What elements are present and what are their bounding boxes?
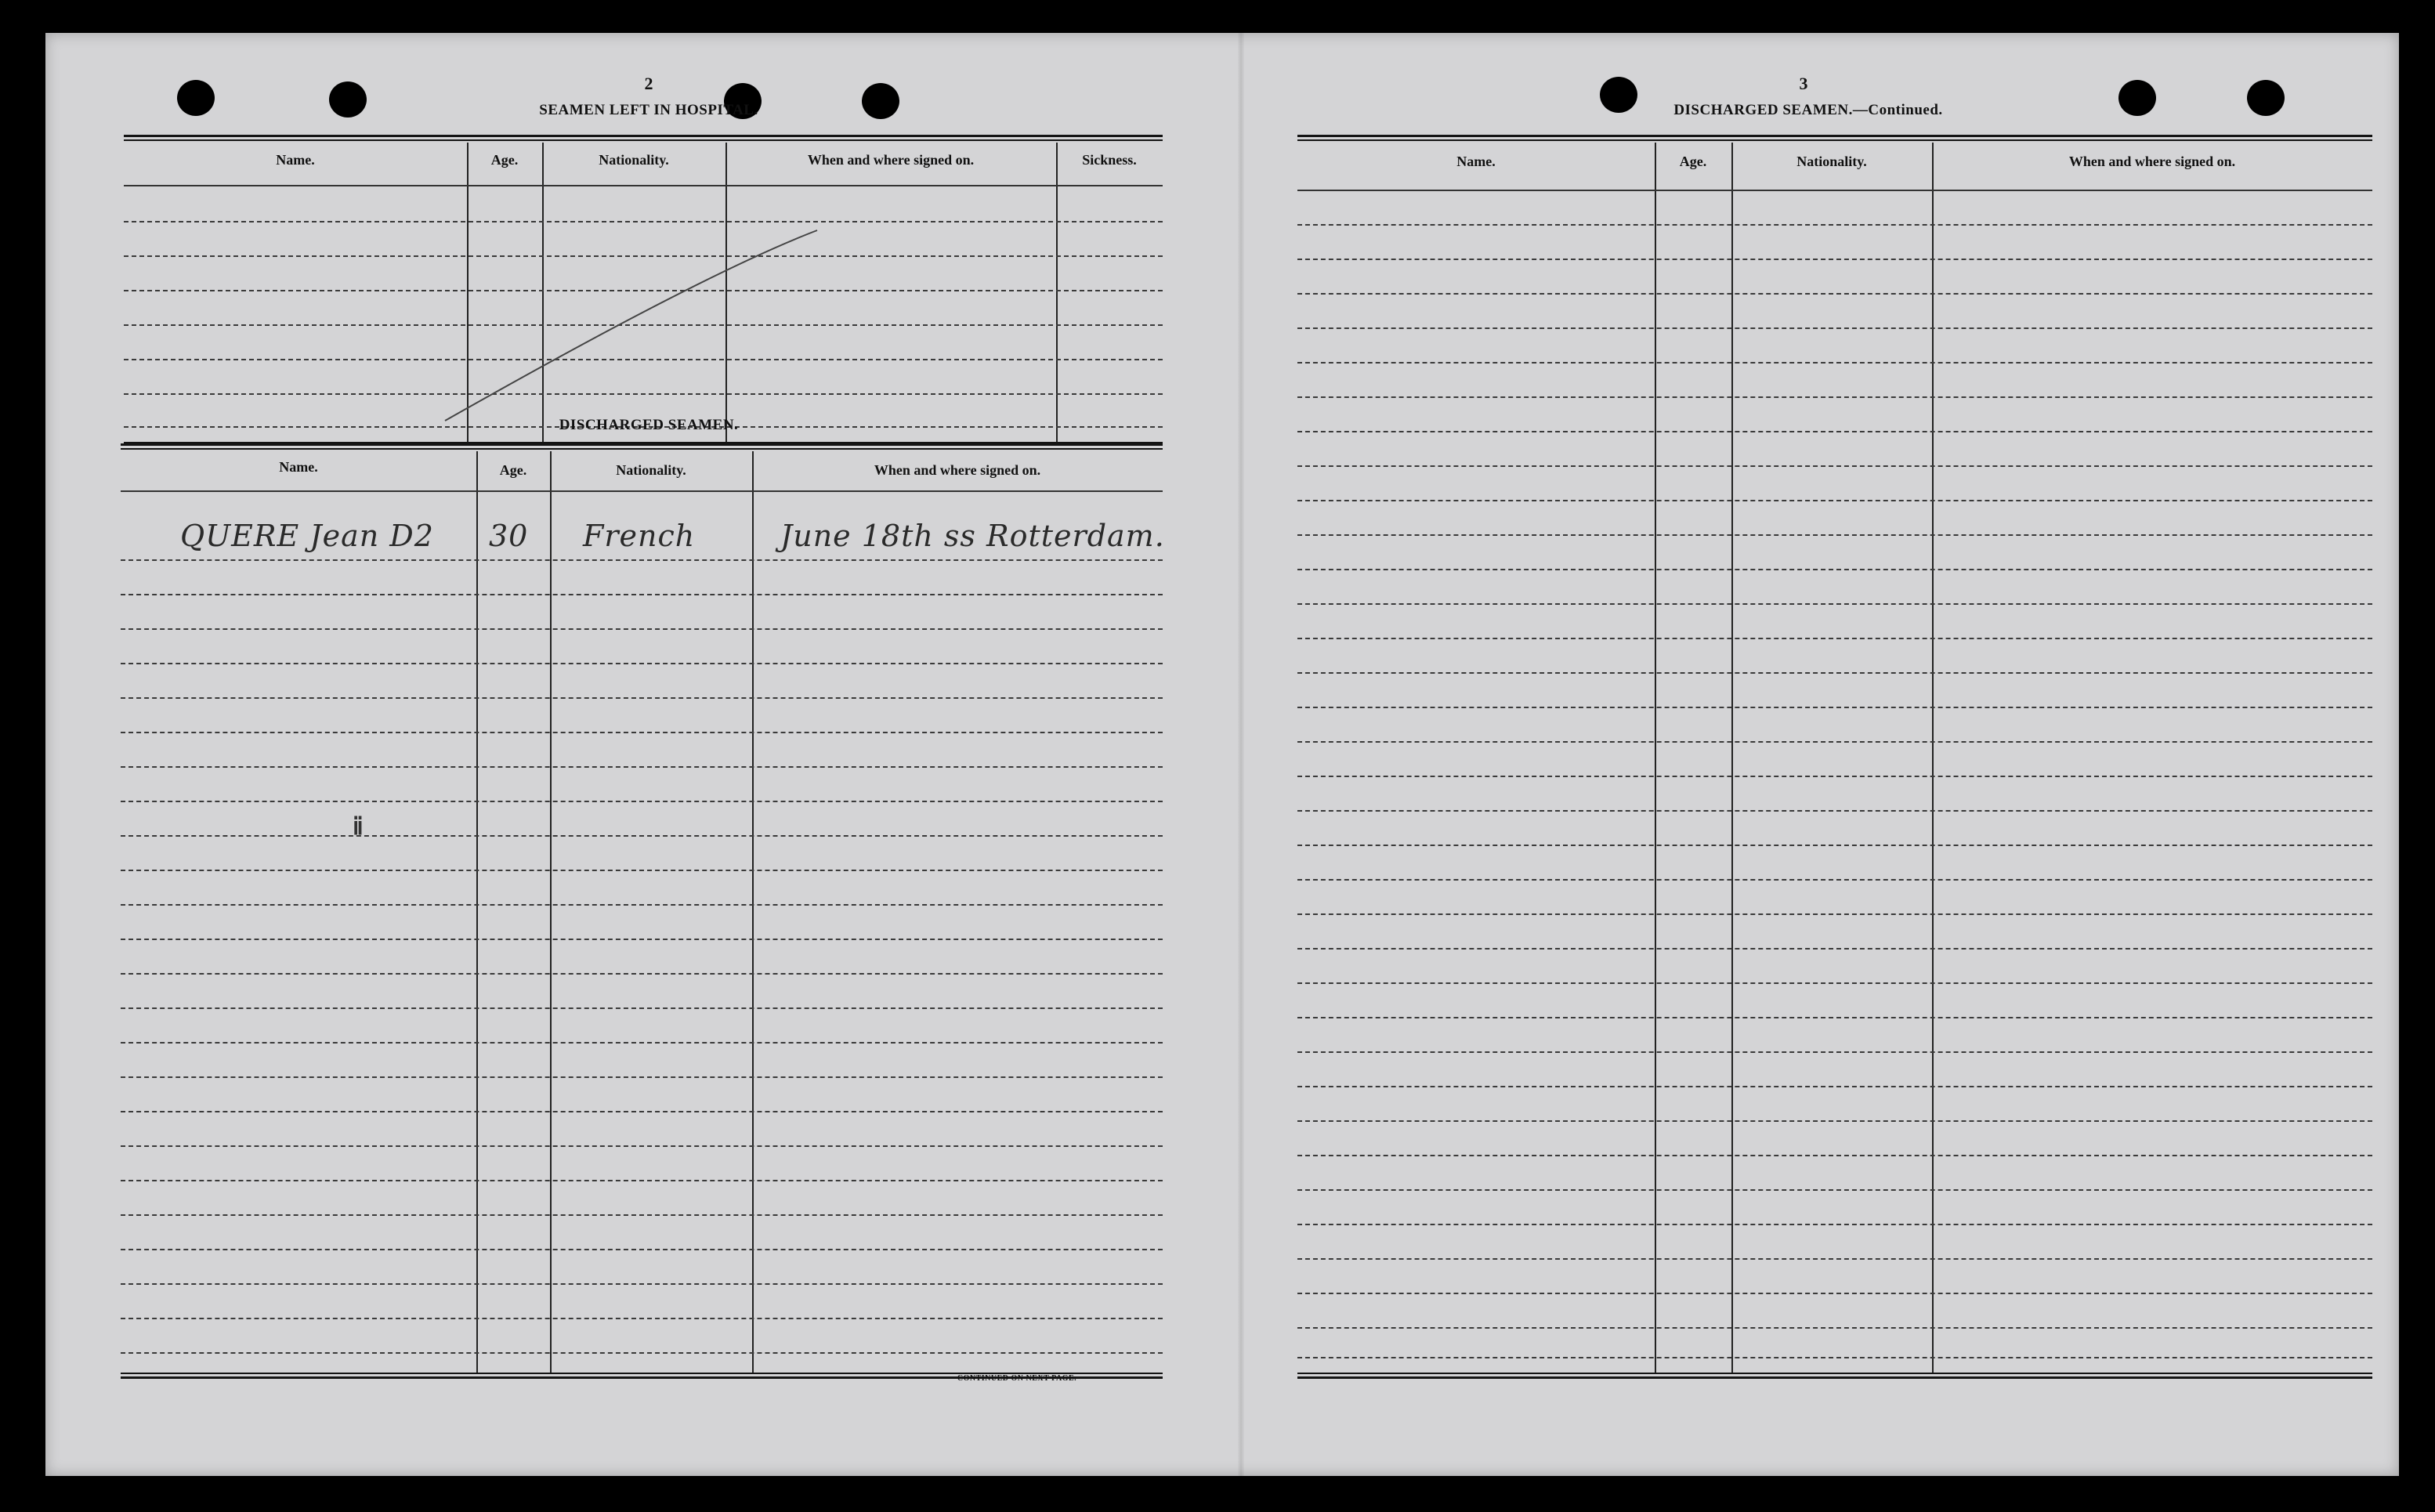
punch-hole xyxy=(2118,80,2156,116)
discharged-header-name: Name. xyxy=(279,459,318,475)
continued-note: CONTINUED ON NEXT PAGE. xyxy=(957,1374,1077,1383)
hospital-header-nationality: Nationality. xyxy=(599,152,669,168)
discharged-table-left xyxy=(121,443,1163,1412)
entry-nationality: French xyxy=(583,519,696,553)
left-page-number: 2 xyxy=(644,74,653,93)
punch-hole xyxy=(862,83,899,119)
hospital-table xyxy=(124,135,1163,447)
punch-hole xyxy=(329,81,367,118)
right-header-name: Name. xyxy=(1456,154,1496,169)
entry-name: QUERE Jean D2 xyxy=(180,519,434,553)
hospital-section-title: SEAMEN LEFT IN HOSPITAL. xyxy=(539,102,758,118)
right-page-number: 3 xyxy=(1799,74,1808,93)
discharged-header-signed-on: When and where signed on. xyxy=(874,462,1041,478)
discharged-header-nationality: Nationality. xyxy=(616,462,686,478)
hospital-header-signed-on: When and where signed on. xyxy=(807,152,975,168)
discharged-section-title: DISCHARGED SEAMEN. xyxy=(559,417,739,433)
punch-hole xyxy=(2247,80,2285,116)
right-header-age: Age. xyxy=(1679,154,1707,169)
right-header-signed-on: When and where signed on. xyxy=(2068,154,2236,169)
hospital-header-sickness: Sickness. xyxy=(1082,152,1137,168)
entry-signed-on: June 18th ss Rotterdam. xyxy=(780,519,1165,553)
hospital-header-name: Name. xyxy=(276,152,315,168)
punch-hole xyxy=(177,80,215,116)
discharged-header-age: Age. xyxy=(499,462,527,478)
ink-mark: ⅱ xyxy=(353,814,364,840)
right-header-nationality: Nationality. xyxy=(1796,154,1867,169)
right-section-title: DISCHARGED SEAMEN.—Continued. xyxy=(1673,102,1943,118)
cancellation-stroke xyxy=(124,135,1163,447)
manifest-paper xyxy=(45,33,2399,1476)
hospital-header-age: Age. xyxy=(490,152,519,168)
page-fold xyxy=(1238,33,1244,1476)
entry-age: 30 xyxy=(489,519,529,553)
discharged-table-right xyxy=(1297,135,2372,1409)
